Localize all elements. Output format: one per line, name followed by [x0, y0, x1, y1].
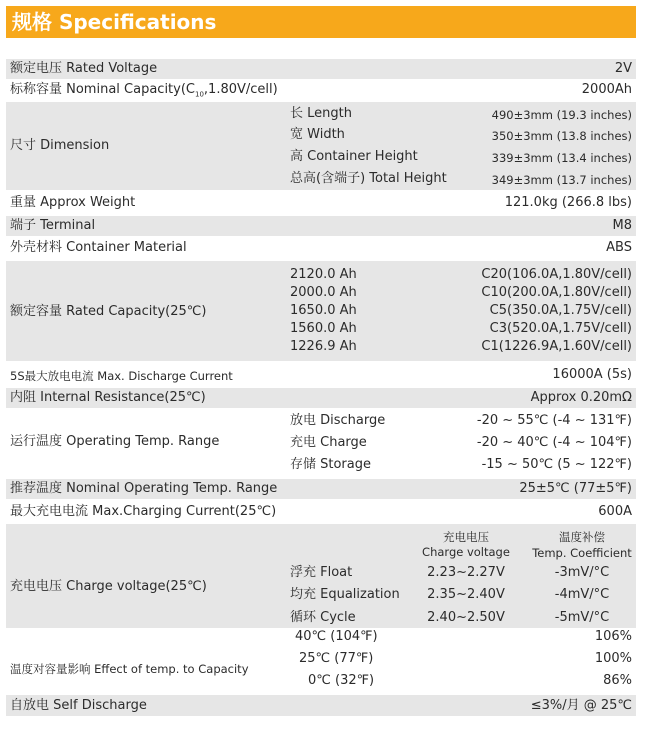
column-header: Charge voltage	[422, 545, 510, 559]
temp-range: -20 ~ 40℃ (-4 ~ 104℉)	[476, 435, 632, 450]
spec-row-terminal	[6, 216, 636, 236]
spec-value: 25±5℃ (77±5℉)	[519, 481, 632, 496]
spec-value: M8	[612, 218, 632, 233]
effect-temp: 25℃ (77℉)	[299, 651, 374, 666]
temp-mode: 放电 Discharge	[290, 413, 386, 428]
capacity-rate: C1(1226.9A,1.60V/cell)	[481, 339, 632, 354]
charge-voltage-value: 2.40~2.50V	[427, 610, 505, 625]
effect-value: 86%	[603, 673, 632, 688]
spec-row-rated-capacity	[6, 261, 636, 361]
spec-row-dimension	[6, 102, 636, 190]
capacity-rate: C20(106.0A,1.80V/cell)	[481, 267, 632, 282]
temp-coefficient-value: -3mV/°C	[554, 565, 610, 580]
spec-row-internal-resistance	[6, 388, 636, 408]
column-header: Temp. Coefficient	[532, 546, 632, 560]
spec-row-nominal-operating-temp	[6, 479, 636, 499]
capacity-rate: C10(200.0A,1.80V/cell)	[481, 285, 632, 300]
effect-temp: 40℃ (104℉)	[295, 629, 378, 644]
spec-row-max-charging-current	[6, 502, 636, 522]
temp-range: -15 ~ 50℃ (5 ~ 122℉)	[481, 457, 632, 472]
spec-row-max-discharge	[6, 365, 636, 385]
effect-value: 106%	[594, 629, 632, 644]
spec-row-rated-voltage	[6, 59, 636, 79]
temp-mode: 存储 Storage	[290, 457, 371, 472]
spec-value: 121.0kg (266.8 lbs)	[504, 195, 632, 210]
spec-label: 外壳材料 Container Material	[10, 240, 187, 255]
spec-value: 2V	[614, 61, 632, 76]
charge-voltage-value: 2.23~2.27V	[427, 565, 505, 580]
charge-mode: 浮充 Float	[290, 565, 353, 580]
spec-label: 推荐温度 Nominal Operating Temp. Range	[10, 481, 278, 496]
spec-label: 内阻 Internal Resistance(25℃)	[10, 390, 206, 405]
temp-mode: 充电 Charge	[290, 435, 367, 450]
dimension-value: 350±3mm (13.8 inches)	[491, 129, 632, 143]
spec-value: ≤3%/月 @ 25℃	[530, 698, 632, 713]
spec-label: 运行温度 Operating Temp. Range	[10, 434, 220, 449]
spec-label: 尺寸 Dimension	[10, 138, 110, 153]
dimension-name: 高 Container Height	[290, 149, 418, 164]
temp-coefficient-value: -5mV/°C	[554, 610, 610, 625]
section-title: 规格 Specifications	[6, 6, 636, 38]
column-header: 充电电压	[443, 530, 489, 544]
capacity-ah: 1560.0 Ah	[290, 321, 357, 336]
spec-label: 充电电压 Charge voltage(25℃)	[10, 579, 207, 594]
charge-mode: 循环 Cycle	[290, 610, 356, 625]
spec-row-approx-weight	[6, 193, 636, 213]
capacity-ah: 1226.9 Ah	[290, 339, 357, 354]
spec-label: 额定容量 Rated Capacity(25℃)	[10, 304, 207, 319]
capacity-rate: C5(350.0A,1.75V/cell)	[489, 303, 632, 318]
spec-value: ABS	[606, 240, 632, 255]
spec-label: 温度对容量影响 Effect of temp. to Capacity	[10, 662, 249, 676]
temp-coefficient-value: -4mV/°C	[554, 587, 610, 602]
effect-value: 100%	[594, 651, 632, 666]
charge-voltage-value: 2.35~2.40V	[427, 587, 505, 602]
spec-label: 5S最大放电电流 Max. Discharge Current	[10, 369, 233, 383]
spec-label: 额定电压 Rated Voltage	[10, 61, 158, 76]
spec-label: 标称容量 Nominal $Capacity(C_{10},1.80V/cell)$	[10, 82, 278, 99]
spec-label: 重量 Approx Weight	[10, 195, 136, 210]
capacity-rate: C3(520.0A,1.75V/cell)	[489, 321, 632, 336]
spec-row-operating-temp	[6, 410, 636, 478]
spec-row-container-material	[6, 238, 636, 258]
spec-value: 2000Ah	[581, 82, 632, 97]
dimension-value: 349±3mm (13.7 inches)	[491, 173, 632, 187]
spec-label: 最大充电电流 Max.Charging Current(25℃)	[10, 504, 277, 519]
spec-value: 600A	[598, 504, 632, 519]
spec-label: 端子 Terminal	[10, 218, 96, 233]
dimension-value: 339±3mm (13.4 inches)	[491, 151, 632, 165]
spec-value: Approx 0.20mΩ	[530, 390, 632, 405]
effect-temp: 0℃ (32℉)	[308, 673, 375, 688]
dimension-name: 长 Length	[290, 106, 352, 121]
temp-range: -20 ~ 55℃ (-4 ~ 131℉)	[476, 413, 632, 428]
spec-label: 自放电 Self Discharge	[10, 698, 147, 713]
dimension-name: 总高(含端子) Total Height	[290, 171, 447, 186]
spec-row-charge-voltage	[6, 524, 636, 628]
capacity-ah: 2120.0 Ah	[290, 267, 357, 282]
spec-row-temp-effect	[6, 628, 636, 694]
column-header: 温度补偿	[559, 530, 605, 544]
spec-value: 16000A (5s)	[552, 367, 632, 382]
dimension-name: 宽 Width	[290, 127, 345, 142]
capacity-ah: 2000.0 Ah	[290, 285, 357, 300]
spec-row-self-discharge	[6, 695, 636, 716]
capacity-ah: 1650.0 Ah	[290, 303, 357, 318]
spec-row-nominal-capacity	[6, 80, 636, 100]
dimension-value: 490±3mm (19.3 inches)	[491, 108, 632, 122]
charge-mode: 均充 Equalization	[290, 587, 400, 602]
